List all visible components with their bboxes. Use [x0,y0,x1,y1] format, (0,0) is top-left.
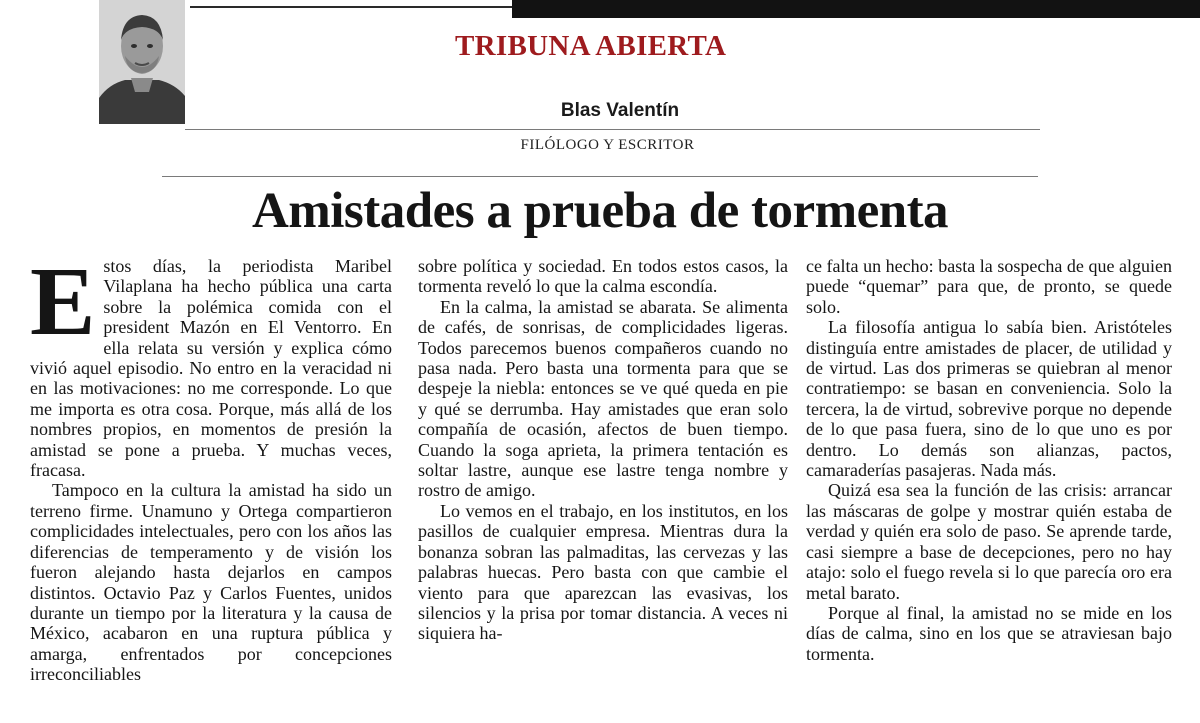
drop-cap: E [30,248,96,356]
author-rule [185,129,1040,130]
article-column-3 [806,256,1172,664]
headline-rule [162,176,1038,177]
paragraph: Quizá esa sea la función de las crisis: arrancar las máscaras de golpe y mostrar quién estaba de verdad y quién era solo de paso. Se aprende tarde, casi siempre a base de decepciones, pero no hay atajo: solo el fuego revela si lo que parecía oro era metal barato. [806,480,1172,603]
paragraph: Lo vemos en el trabajo, en los institutos, en los pasillos de cualquier empresa. Mientras dura la bonanza sobran las palmaditas, las cervezas y las palabras huecas. Pero basta con que cambie el viento para que aparezcan las evasivas, los silencios y la prisa por tomar distancia. A veces ni siquiera ha- [418,500,788,644]
paragraph: En la calma, la amistad se abarata. Se alimenta de cafés, de sonrisas, de complicidades ligeras. Todos parecemos buenos compañeros cuando no pasa nada. Pero basta una tormenta para que se despeje la niebla: entonces se ve qué queda en pie y qué se derrumba. Hay amistades que eran solo compañía de ocasión, afectos de buen tiempo. Cuando la soga aprieta, la primera tentación es soltar lastre, aunque ese lastre tenga nombre y rostro de amigo. [418,296,788,501]
author-name: Blas Valentín [560,100,680,121]
paragraph: ce falta un hecho: basta la sospecha de que alguien puede “quemar” para que, de pronto, se quede solo. [806,256,1172,317]
paragraph: La filosofía antigua lo sabía bien. Aristóteles distinguía entre amistades de placer, de utilidad y de virtud. Las dos primeras se quiebran al menor contratiempo: se basan en conveniencia. Solo la tercera, la de virtud, sobrevive porque no depende de lo que pasa fuera, sino de lo que uno es por dentro. Lo demás son alianzas, pactos, camaraderías pasajeras. Nada más. [806,317,1172,481]
article-column-1 [30,248,392,685]
author-role: FILÓLOGO Y ESCRITOR [520,137,695,153]
paragraph: sobre política y sociedad. En todos estos casos, la tormenta reveló lo que la calma escondía. [418,256,788,297]
article-column-2 [418,256,788,644]
section-title: TRIBUNA ABIERTA [455,30,727,62]
paragraph: Porque al final, la amistad no se mide en los días de calma, sino en los que se atraviesan bajo tormenta. [806,602,1172,664]
headline: Amistades a prueba de tormenta [251,183,949,239]
top-black-bar [512,0,1200,18]
paragraph: Tampoco en la cultura la amistad ha sido un terreno firme. Unamuno y Ortega compartieron complicidades intelectuales, pero con los años las diferencias de temperamento y de visión los fueron alejando hasta dejarlos en campos distintos. Octavio Paz y Carlos Fuentes, unidos durante un tiempo por la literatura y la causa de México, acabaron en una ruptura pública y amarga, enfrentados por concepciones irreconciliables [30,480,392,685]
paragraph: stos días, la periodista Maribel Vilaplana ha hecho pública una carta sobre la polémica comida con el president Mazón en El Ventorro. En ella relata su versión y explica cómo vivió aquel episodio. No entro en la veracidad ni en las motivaciones: no me corresponde. Lo que me importa es otra cosa. Porque, más allá de los nombres propios, en momentos de presión la amistad se pone a prueba. Y muchas veces, fracasa. [30,256,392,481]
